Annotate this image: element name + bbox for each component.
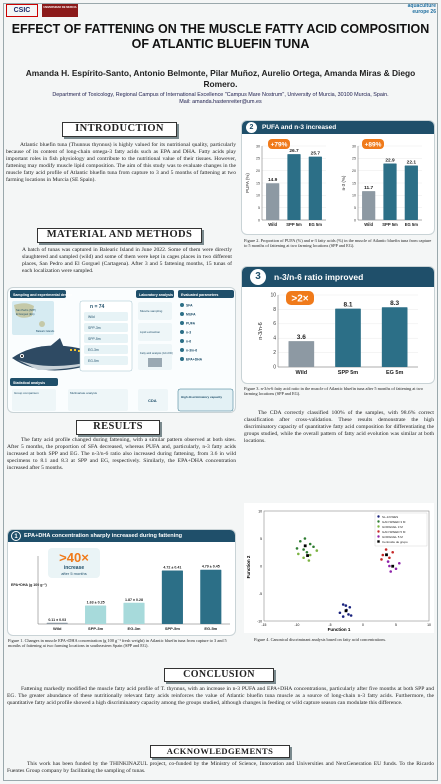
figure-2-chart (242, 134, 435, 235)
scatter-point (389, 570, 392, 573)
x-tick-label: EG-3m (127, 626, 141, 631)
scatter-point (297, 553, 300, 556)
figure-1-caption: Figure 1. Changes in muscle EPA+DHA concentration (g 100 g⁻¹ fresh weight) in Atlantic bluefin tuna from capture to 3 and 5 months of fattening at two farming locations in southeastern Spain (SPP and EG). (8, 638, 227, 649)
fig2-callout-left: +79% (270, 141, 288, 149)
bar-value-label: 14.9 (267, 178, 278, 184)
affiliation-text: Department of Toxicology, Regional Campus of International Excellence "Campus Mare Nostrum", University of Murcia, 30100 Murcia, Spain. (52, 92, 389, 98)
results-heading: RESULTS (76, 420, 160, 435)
fig3-callout (286, 291, 314, 305)
group-eg3: EG-3m (88, 348, 99, 352)
scatter-point (342, 615, 345, 618)
group-eg5: EG-5m (88, 359, 99, 363)
y-tick-label: 10 (258, 509, 262, 514)
scatter-point (306, 551, 309, 554)
site-eg: El Gorguel (EG) (16, 313, 35, 316)
figure-3-caption: Figure 3. n-3/n-6 fatty acid ratio in the muscle of Atlantic bluefin tuna after 5 months of fattening at two farming locations (SPP and EG). (244, 386, 423, 397)
bar-value-label: 1.87 ± 0.28 (125, 597, 143, 602)
conclusion-text: Fattening markedly modified the muscle fatty acid profile of T. thynnus, with an increase in n-3 PUFA and EPA+DHA concentrations, particularly after five months at both SPP and EG. The greater abundance of these nutritionally relevant fatty acids reinforces the value of Atlantic bluefin tuna muscle as a source of long-chain n-3 fatty acids. Furthermore, the quantitative fatty acid profile showed a high discriminatory capacity among the groups studied, although changes in feeding or wild capture season can modulate this difference. (7, 686, 434, 707)
param-pufa: PUFA (186, 321, 196, 326)
bar-spp-5m (383, 164, 396, 220)
affiliation (10, 92, 431, 106)
conference-logo-text: aquaculture europe 26 (407, 3, 436, 15)
x-tick-label: SPP 5m (286, 222, 302, 227)
lab-step-2: Lipid extraction (140, 330, 161, 334)
scatter-point (309, 543, 312, 546)
figure-1-number: 1 (14, 534, 18, 540)
y-tick-label: 8 (273, 306, 276, 313)
scatter-point (350, 614, 353, 617)
y-tick-label: 2 (273, 350, 276, 356)
poster-title: EFFECT OF FATTENING ON THE MUSCLE FATTY ACID COMPOSITION OF ATLANTIC BLUEFIN TUNA (11, 22, 430, 51)
x-tick-label: SPP-3m (88, 626, 104, 631)
legend-entry: Centroide de grupo (382, 539, 408, 544)
contact-mail: Mail: amanda.hastenreiter@um.es (179, 99, 262, 105)
scatter-point (385, 548, 388, 551)
figure-3-badge (250, 269, 266, 285)
y-tick-label: 30 (352, 144, 356, 149)
y-tick-label: 30 (256, 144, 260, 149)
group-centroid (385, 553, 388, 556)
figure-1-badge (11, 531, 21, 541)
lab-step-3: Fatty acid analysis (GC-FID) (140, 352, 173, 355)
bar-value-label: 4.79 ± 0.45 (201, 564, 220, 569)
legend-entry: SL-1/CWES (382, 514, 399, 519)
introduction-heading: INTRODUCTION (62, 122, 177, 137)
bar-value-label: 25.7 (310, 151, 321, 157)
figure-2-badge (246, 122, 257, 133)
bar-spp-5m (162, 571, 183, 624)
y-tick-label: 5 (260, 536, 262, 541)
legend-entry: GAN SPEED 5 M (382, 529, 406, 534)
fig3-callout-text: >2× (291, 293, 309, 305)
param-epadha: EPA+DHA (186, 357, 203, 362)
site-balearic: Balearic Islands (36, 330, 55, 333)
bar-value-label: 26.7 (289, 149, 299, 155)
x-tick-label: 0 (362, 623, 364, 627)
bar-value-label: 22.9 (385, 158, 395, 164)
group-centroid (391, 565, 394, 568)
bar-value-label: 3.6 (296, 334, 306, 342)
group-centroid (306, 554, 309, 557)
group-list (84, 312, 128, 365)
y-tick-label: 6 (273, 321, 276, 328)
bar-eg-5m (382, 307, 408, 367)
legend-entry: GAN SPEED 3 M (382, 519, 406, 524)
y-tick-label: 20 (352, 169, 356, 174)
legend-swatch (377, 515, 379, 517)
y-tick-label: 25 (352, 156, 356, 161)
lab-step-1: Muscle sampling (140, 309, 163, 313)
figure-2-title: PUFA and n-3 increased (262, 124, 337, 131)
bar-value-label: 4.72 ± 0.41 (163, 565, 182, 570)
conclusion-heading: CONCLUSION (164, 668, 274, 682)
fig4-ylabel: Function 2 (246, 555, 251, 579)
x-tick-label: EG 5m (308, 222, 322, 227)
y-tick-label: 0 (258, 218, 260, 223)
fig4-xlabel: Function 1 (327, 627, 351, 632)
bar-eg-3m (123, 603, 144, 624)
scatter-point (302, 556, 305, 559)
figure-4-caption: Figure 4. Canonical discriminant analysis based on fatty acid concentrations. (254, 637, 387, 642)
scatter-point (387, 560, 390, 563)
x-tick-label: SPP 5m (382, 222, 398, 227)
figure-2-number: 2 (249, 124, 254, 131)
fig3-bars (258, 292, 418, 376)
island-shape (39, 321, 45, 327)
legend-swatch (377, 540, 379, 542)
figure-3-header (242, 267, 434, 287)
acknowledgements-heading: ACKNOWLEDGEMENTS (150, 745, 290, 758)
param-sfa: SFA (186, 303, 193, 308)
group-wild: Wild (88, 315, 95, 319)
legend-entry: GORGUEL 3 M (382, 524, 403, 529)
bar-spp-5m (287, 154, 300, 220)
scatter-point (304, 537, 307, 540)
y-tick-label: 5 (258, 206, 260, 211)
bar-wild (47, 623, 68, 624)
param-n6: n-6 (186, 339, 192, 344)
legend-swatch (377, 520, 379, 522)
scatter-point (395, 567, 398, 570)
bar-eg-5m (309, 157, 322, 220)
scatter-point (391, 551, 394, 554)
stats-multivariate: Multivariate analysis (70, 391, 98, 395)
bar-spp-5m (335, 309, 361, 367)
step1-label: Sampling and experimental design (13, 293, 73, 297)
y-tick-label: 0 (260, 564, 262, 569)
fig2-callout-right: +89% (364, 141, 382, 149)
fig1-ylabel: EPA+DHA (g 100 g⁻¹) (11, 583, 47, 587)
param-n3: n-3 (186, 330, 192, 335)
bar-eg-5m (405, 165, 418, 220)
x-tick-label: EG-5m (204, 626, 218, 631)
y-tick-label: 25 (256, 156, 260, 161)
y-tick-label: 20 (256, 169, 260, 174)
fig1-callout (48, 548, 100, 578)
scatter-point (309, 554, 312, 557)
group-spp5: SPP-5m (88, 337, 101, 341)
scatter-point (299, 540, 302, 543)
y-axis-label: n-3 (%) (341, 175, 346, 191)
scatter-point (347, 613, 350, 616)
y-tick-label: -5 (258, 591, 262, 596)
scatter-point (316, 549, 319, 552)
total-tunas: n = 74 (90, 304, 105, 310)
stats-cda: CDA (148, 398, 157, 403)
bar-value-label: 8.3 (390, 300, 400, 308)
step2-label: Laboratory analysis (139, 293, 173, 297)
figure-1-chart (8, 542, 236, 636)
y-tick-label: 10 (352, 193, 356, 198)
site-spp: San Pedro (SPP) (16, 309, 36, 312)
scatter-point (398, 562, 401, 565)
methods-heading: MATERIAL AND METHODS (37, 228, 202, 243)
bar-wild (266, 183, 279, 220)
y-tick-label: 5 (354, 206, 356, 211)
introduction-text: Atlantic bluefin tuna (Thunnus thynnus) is highly valued for its nutritional quality, particularly because of its content of long-chain omega-3 fatty acids such as EPA and DHA. Fatty acids play important roles in fish physiology and contribute to the nutritional value of their tissues. However, fattening may modify muscle lipid composition. The aim of this study was to evaluate changes in the muscle fatty acid profile of Atlantic bluefin tuna from capture to 3 and 5 months of fattening at two farming locations in Murcia (SE Spain). (6, 142, 236, 184)
scatter-point (296, 547, 299, 550)
fig1-callout-big: >40× (59, 550, 89, 565)
y-axis-label: PUFA (%) (245, 173, 250, 193)
figure-1-title: EPA+DHA concentration sharply increased during fattening (24, 533, 183, 539)
x-tick-label: -15 (261, 623, 267, 627)
scatter-point (312, 545, 315, 548)
bar-value-label: 11.7 (364, 186, 374, 192)
scatter-point (388, 556, 391, 559)
authors: Amanda H. Espírito-Santo, Antonio Belmonte, Pilar Muñoz, Aurelio Ortega, Amanda Miras & Diego Romero. (25, 68, 416, 89)
legend-swatch (377, 535, 379, 537)
bar-spp-3m (85, 606, 106, 624)
y-tick-label: 10 (256, 193, 260, 198)
y-tick-label: 0 (354, 218, 356, 223)
x-tick-label: Wild (268, 222, 278, 227)
legend-swatch (377, 525, 379, 527)
x-tick-label: Wild (52, 626, 62, 631)
x-tick-label: Wild (295, 370, 308, 376)
figure-1-panel (7, 529, 236, 636)
figure-4-chart (244, 503, 434, 633)
figure-2-caption: Figure 2. Proportion of PUFA (%) and n-3 fatty acids (%) in the muscle of Atlantic bluefin tuna from capture to 5 months of fattening at two farming locations (SPP and EG). (244, 238, 432, 249)
bar-value-label: 8.1 (343, 301, 353, 309)
group-centroid (304, 544, 307, 547)
figure-3-number: 3 (255, 271, 261, 282)
scatter-point (382, 554, 385, 557)
scatter-point (380, 558, 383, 561)
y-tick-label: 15 (256, 181, 260, 186)
figure-2-panel (241, 120, 435, 235)
x-tick-label: EG 5m (404, 222, 418, 227)
x-tick-label: SPP 5m (337, 370, 359, 376)
fig1-callout-mid: increase (63, 565, 85, 571)
fig2-callouts (268, 139, 384, 149)
conference-logo (392, 3, 436, 23)
scatter-point (308, 559, 311, 562)
group-centroid (345, 609, 348, 612)
scatter-point (302, 548, 305, 551)
y-tick-label: 4 (273, 335, 276, 342)
scatter-point (345, 604, 348, 607)
scatter-point (349, 606, 352, 609)
y-tick-label: 10 (270, 292, 276, 299)
stats-result-box (178, 389, 233, 411)
scatter-point (388, 565, 391, 568)
legend-entry: GORGUEL 5 M (382, 534, 403, 539)
param-n3n6: n-3/n-6 (186, 348, 198, 353)
stats-result: High discriminatory capacity (181, 395, 223, 399)
figure-3-panel (241, 266, 435, 384)
gc-instrument-icon (148, 358, 162, 367)
csic-logo (6, 4, 38, 17)
legend-swatch (377, 530, 379, 532)
fig2b-chart (341, 141, 422, 227)
fig2a-chart (245, 141, 326, 227)
university-logo-text: UNIVERSIDAD DE MURCIA (43, 5, 77, 9)
methods-diagram (7, 287, 236, 413)
figure-3-chart (242, 287, 435, 384)
university-logo (42, 4, 78, 17)
stats-group-comparison: Group comparison (14, 391, 39, 395)
bar-wild (362, 191, 375, 220)
bar-eg-5m (200, 570, 221, 624)
fig1-callout-small: after 5 months (61, 571, 87, 576)
y-axis-label: n-3/n-6 (258, 322, 264, 340)
group-spp3: SPP-3m (88, 326, 101, 330)
methods-diagram-svg (8, 288, 236, 413)
figure-2-header (242, 121, 434, 134)
x-tick-label: SPP-5m (164, 626, 180, 631)
y-tick-label: -10 (257, 619, 262, 624)
params-list (180, 303, 203, 362)
acknowledgements-text: This work has been funded by the THINKINAZUL project, co-funded by the Ministry of Science, Innovation and Universities and NextGeneration EU funds. To the Ricardo Fuentes Group company by facilitating the sampling of tunas. (7, 761, 434, 775)
figure-3-title: n-3/n-6 ratio improved (274, 272, 364, 282)
cda-text: The CDA correctly classified 100% of the samples, with 98.6% correct classification after cross-validation. These results demonstrate the high discriminatory capacity of quantitative fatty acid composition for differentiating the groups studied, while the overall pattern of fatty acid evolution was similar at both locations. (244, 410, 434, 445)
x-tick-label: -10 (294, 623, 300, 627)
param-mufa: MUFA (186, 312, 196, 317)
y-tick-label: 15 (352, 181, 356, 186)
bar-wild (289, 341, 315, 367)
lab-steps (138, 302, 173, 370)
csic-logo-text: CSIC (13, 7, 31, 14)
x-tick-label: 5 (395, 623, 397, 627)
bar-value-label: 22.1 (406, 160, 417, 166)
x-tick-label: Wild (364, 222, 374, 227)
figure-4-panel (244, 503, 434, 633)
bar-value-label: 0.11 ± 0.03 (48, 617, 67, 622)
x-tick-label: -5 (328, 623, 332, 627)
results-text: The fatty acid profile changed during fattening, with a similar pattern observed at both sites. After 5 months, the proportion of SFA decreased, whereas PUFA and, particularly, n-3 fatty acids increased at both SPP and EG. The n-3/n-6 ratio also increased during fattening, from 3.6 in wild specimens to 8.1 and 8.3 at SPP and EG, respectively. Similarly, the EPA+DHA concentration increased after 5 months. (7, 437, 236, 472)
step3-label: Evaluated parameters (181, 293, 219, 297)
fig4-plot (257, 509, 431, 627)
scatter-point (342, 603, 345, 606)
x-tick-label: EG 5m (385, 370, 404, 376)
x-tick-label: 10 (427, 623, 431, 627)
y-tick-label: 0 (273, 364, 276, 371)
step4-label: Statistical analysis (13, 381, 46, 385)
scatter-point (339, 611, 342, 614)
methods-text: A batch of tunas was captured in Balearic Island in June 2022. Some of them were directly slaughtered and sampled (wild) and some of them were kept in cages places in two different places, San Pedro and El Gorguel (Cartagena). After 3 and 5 fattening months, 15 tunas of each localization were sampled. (22, 247, 232, 275)
bar-value-label: 1.63 ± 0.25 (86, 600, 105, 605)
figure-1-header (8, 530, 235, 542)
